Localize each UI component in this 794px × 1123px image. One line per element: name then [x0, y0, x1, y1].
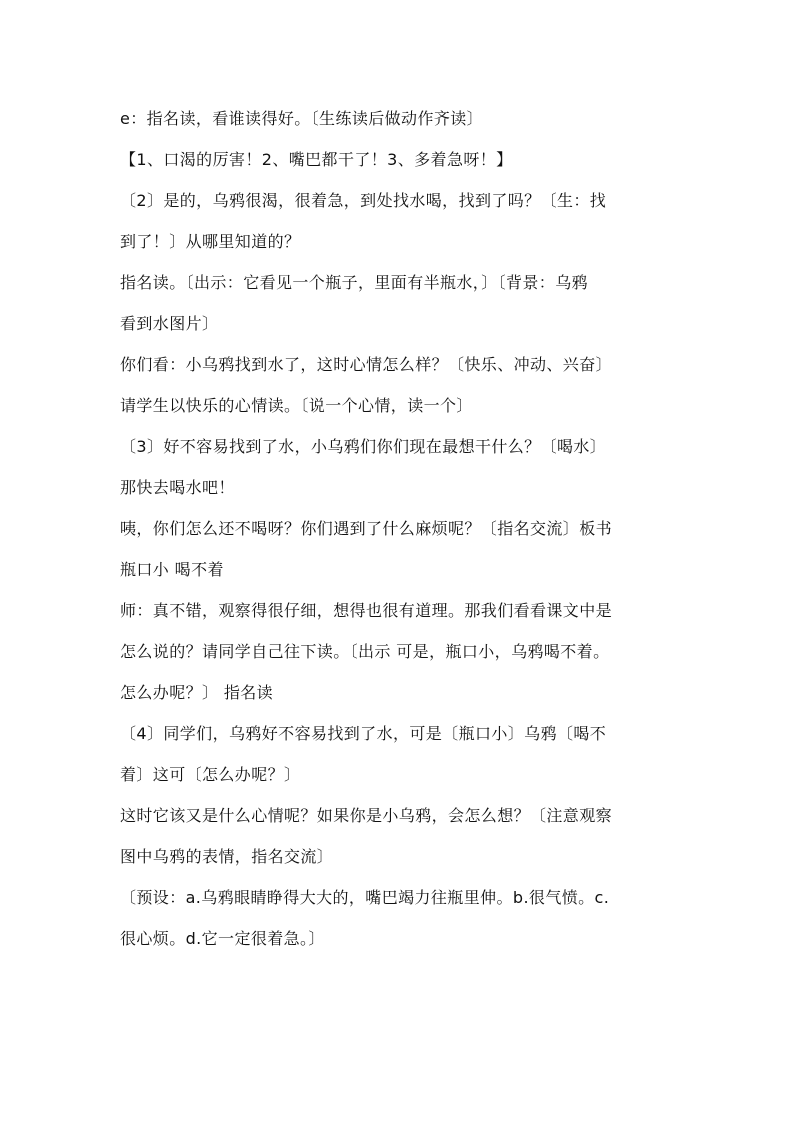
text-line: 怎么办呢？〕 指名读: [120, 683, 274, 702]
text-line: 〔2〕是的，乌鸦很渴，很着急，到处找水喝，找到了吗？〔生：找: [120, 191, 607, 210]
text-line: 着〕这可〔怎么办呢？〕: [120, 765, 301, 784]
text-line: 【1、口渴的厉害！2、嘴巴都干了！3、多着急呀！】: [120, 150, 513, 169]
text-line: 很心烦。d.它一定很着急。〕: [120, 929, 325, 948]
text-line: 看到水图片〕: [120, 314, 219, 333]
text-line: 〔预设：a.乌鸦眼睛睁得大大的，嘴巴竭力往瓶里伸。b.很气愤。c.: [120, 888, 610, 907]
text-line: 〔3〕好不容易找到了水，小乌鸦们你们现在最想干什么？〔喝水〕: [120, 437, 607, 456]
text-line: 指名读。〔出示：它看见一个瓶子，里面有半瓶水，〕〔背景：乌鸦: [120, 273, 589, 292]
text-line: 这时它该又是什么心情呢？如果你是小乌鸦，会怎么想？〔注意观察: [120, 806, 613, 825]
text-line: 到了！〕从哪里知道的？: [120, 232, 301, 251]
text-line: 〔4〕同学们，乌鸦好不容易找到了水，可是〔瓶口小〕乌鸦〔喝不: [120, 724, 607, 743]
text-line: 那快去喝水吧！: [120, 478, 235, 497]
text-line: 师：真不错，观察得很仔细，想得也很有道理。那我们看看课文中是: [120, 601, 613, 620]
text-line: 咦，你们怎么还不喝呀？你们遇到了什么麻烦呢？〔指名交流〕板书: [120, 519, 613, 538]
text-line: 图中乌鸦的表情，指名交流〕: [120, 847, 334, 866]
text-line: e：指名读，看谁读得好。〔生练读后做动作齐读〕: [120, 109, 484, 128]
text-line: 怎么说的？请同学自己往下读。〔出示 可是，瓶口小，乌鸦喝不着。: [120, 642, 610, 661]
text-line: 你们看：小乌鸦找到水了，这时心情怎么样？〔快乐、冲动、兴奋〕: [120, 355, 613, 374]
lesson-text: [120, 104, 676, 965]
text-line: 瓶口小 喝不着: [120, 560, 224, 579]
text-line: 请学生以快乐的心情读。〔说一个心情，读一个〕: [120, 396, 473, 415]
